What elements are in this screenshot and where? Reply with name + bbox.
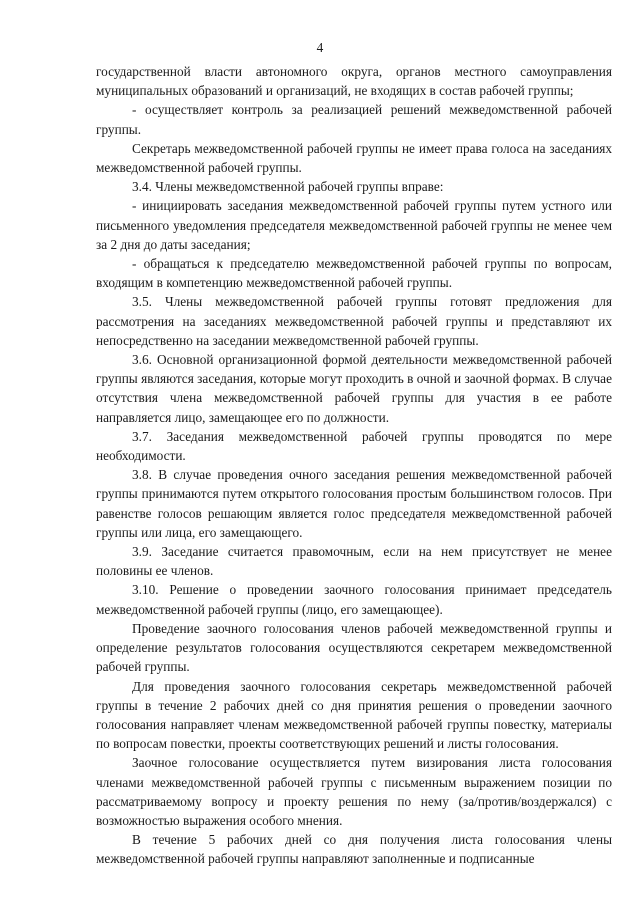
paragraph: - осуществляет контроль за реализацией решений межведомственной рабочей группы. <box>96 102 612 137</box>
paragraph: Проведение заочного голосования членов рабочей межведомственной группы и определение результатов голосования осуществляются секретарем межведомственной рабочей группы. <box>96 620 612 675</box>
paragraph: 3.5. Члены межведомственной рабочей группы готовят предложения для рассмотрения на заседаниях межведомственной рабочей группы и представляют их непосредственно на заседании межведомственной рабочей группы. <box>96 294 612 348</box>
paragraph: В течение 5 рабочих дней со дня получения листа голосования члены межведомственной рабочей группы направляют заполненные и подписанные <box>96 832 612 867</box>
paragraph: 3.7. Заседания межведомственной рабочей группы проводятся по мере необходимости. <box>96 428 612 464</box>
paragraph: Для проведения заочного голосования секретарь межведомственной рабочей группы в течение 2 рабочих дней со дня принятия решения о проведении заочного голосования направляет членам межведомственной рабочей группы повестку, материалы по вопросам повестки, проекты соответствующих решений и листы голосования. <box>96 678 612 752</box>
page-number: 4 <box>316 40 324 55</box>
paragraph: государственной власти автономного округа, органов местного самоуправления муниципальных образований и организаций, не входящих в состав рабочей группы; <box>96 64 612 99</box>
paragraph: 3.9. Заседание считается правомочным, если на нем присутствует не менее половины ее членов. <box>96 544 612 579</box>
paragraph: 3.10. Решение о проведении заочного голосования принимает председатель межведомственной рабочей группы (лицо, его замещающее). <box>96 582 612 617</box>
paragraph: - обращаться к председателю межведомственной рабочей группы по вопросам, входящим в компетенцию межведомственной рабочей группы. <box>96 256 612 291</box>
paragraph: 3.8. В случае проведения очного заседания решения межведомственной рабочей группы принимаются путем открытого голосования простым большинством голосов. При равенстве голосов решающим является голос председателя межведомственной рабочей группы или лица, его замещающего. <box>96 467 612 540</box>
paragraph: 3.4. Члены межведомственной рабочей группы вправе: <box>132 179 444 195</box>
paragraph: - инициировать заседания межведомственной рабочей группы путем устного или письменного уведомления председателя межведомственной рабочей группы не менее чем за 2 дня до даты заседания; <box>96 198 612 252</box>
document-body <box>96 62 612 869</box>
paragraph: Секретарь межведомственной рабочей группы не имеет права голоса на заседаниях межведомственной рабочей группы. <box>96 140 612 176</box>
paragraph: Заочное голосование осуществляется путем визирования листа голосования членами межведомственной рабочей группы с письменным выражением позиции по рассматриваемому вопросу и проекту решения по нему (за/против/воздержался) с возможностью выражения особого мнения. <box>96 755 612 828</box>
paragraph: 3.6. Основной организационной формой деятельности межведомственной рабочей группы являются заседания, которые могут проходить в очной и заочной формах. В случае отсутствия члена межведомственной рабочей группы для участия в ее работе направляется лицо, замещающее его по должности. <box>96 352 612 425</box>
